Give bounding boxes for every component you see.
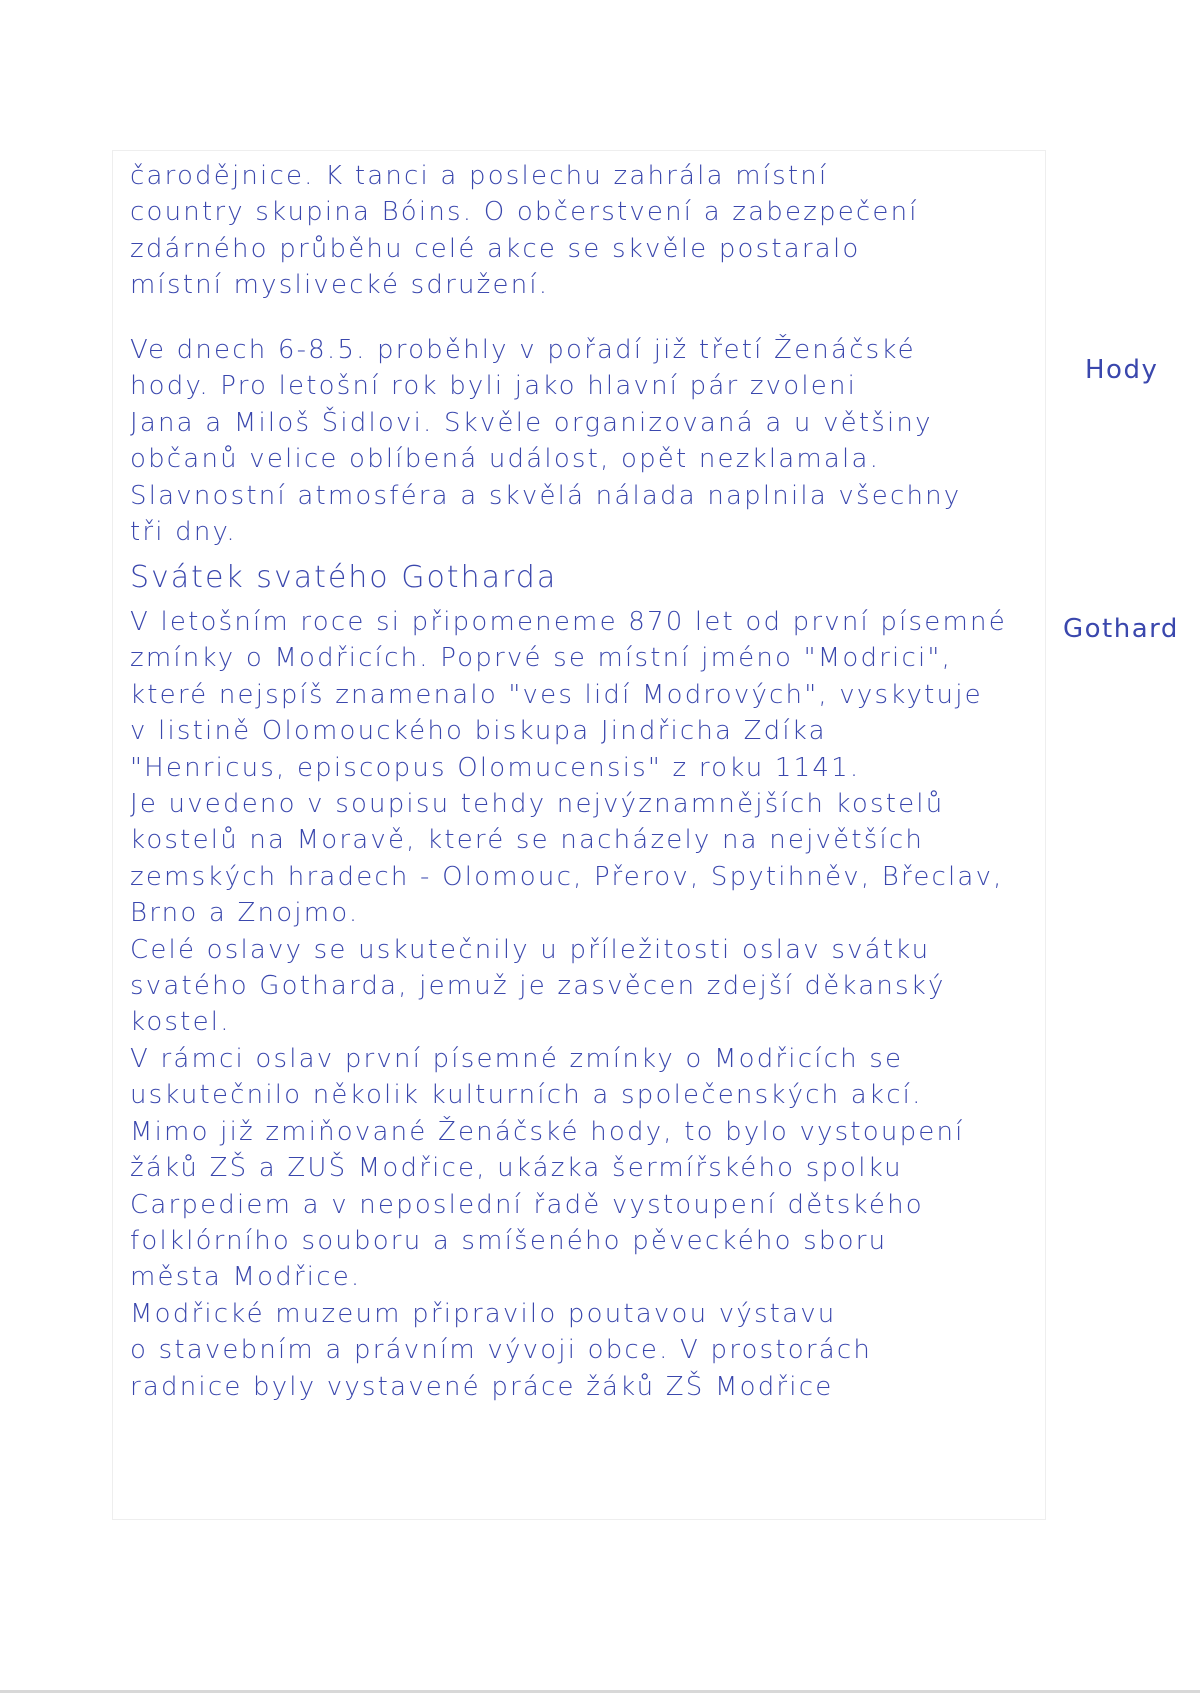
paragraph-hody [130, 332, 1030, 550]
text-line: V rámci oslav první písemné zmínky o Modřicích se [130, 1043, 904, 1074]
text-line: tři dny. [130, 517, 237, 548]
text-line: Jana a Miloš Šidlovi. Skvěle organizovaná a u většiny [130, 407, 933, 438]
text-line: "Henricus, episcopus Olomucensis" z roku 1141. [130, 752, 861, 783]
text-line: místní myslivecké sdružení. [130, 270, 550, 301]
text-line: Slavnostní atmosféra a skvělá nálada naplnila všechny [130, 480, 962, 511]
text-line: žáků ZŠ a ZUŠ Modřice, ukázka šermířského spolku [130, 1153, 903, 1184]
text-line: Je uvedeno v soupisu tehdy nejvýznamnějších kostelů [130, 789, 945, 820]
text-line: V letošním roce si připomeneme 870 let od první písemné [130, 607, 1007, 637]
text-line: Modřické muzeum připravilo poutavou výstavu [130, 1298, 837, 1329]
margin-note-gothard: Gothard [1063, 614, 1179, 644]
text-line: Celé oslavy se uskutečnily u příležitosti oslav svátku [130, 934, 931, 965]
text-line: zemských hradech - Olomouc, Přerov, Spytihněv, Břeclav, [130, 861, 1004, 892]
paragraph-carodejnice [130, 158, 1030, 304]
margin-note-hody: Hody [1085, 355, 1159, 385]
text-line: uskutečnilo několik kulturních a společenských akcí. [130, 1080, 923, 1111]
text-line: zmínky o Modřicích. Poprvé se místní jméno "Modrici", [130, 643, 953, 674]
text-line: radnice byly vystavené práce žáků ZŠ Modřice [130, 1371, 834, 1402]
section-heading: Svátek svatého Gotharda [130, 560, 558, 595]
text-line: které nejspíš znamenalo "ves lidí Modrových", vyskytuje [130, 679, 983, 710]
text-line: country skupina Bóins. O občerstvení a zabezpečení [130, 197, 919, 228]
text-line: kostelů na Moravě, které se nacházely na největších [130, 825, 925, 856]
text-line: Ve dnech 6-8.5. proběhly v pořadí již třetí Ženáčské [130, 335, 916, 365]
text-line: v listině Olomouckého biskupa Jindřicha Zdíka [130, 716, 827, 747]
text-line: Brno a Znojmo. [130, 898, 360, 929]
text-line: hody. Pro letošní rok byli jako hlavní pár zvoleni [130, 371, 858, 402]
text-line: Mimo již zmiňované Ženáčské hody, to bylo vystoupení [130, 1116, 965, 1147]
text-line: Carpediem a v neposlední řadě vystoupení dětského [130, 1189, 924, 1220]
text-line: kostel. [130, 1007, 231, 1038]
text-line: občanů velice oblíbená událost, opět nezklamala. [130, 444, 881, 475]
paragraph-gothard [130, 604, 1030, 1405]
text-line: o stavebním a právním vývoji obce. V prostorách [130, 1335, 873, 1366]
text-line: města Modřice. [130, 1262, 362, 1293]
text-line: čarodějnice. K tanci a poslechu zahrála místní [130, 161, 829, 191]
text-line: svatého Gotharda, jemuž je zasvěcen zdejší děkanský [130, 971, 946, 1002]
bottom-rule [0, 1690, 1200, 1693]
text-line: folklórního souboru a smíšeného pěveckého sboru [130, 1225, 888, 1256]
text-line: zdárného průběhu celé akce se skvěle postaralo [130, 233, 861, 264]
